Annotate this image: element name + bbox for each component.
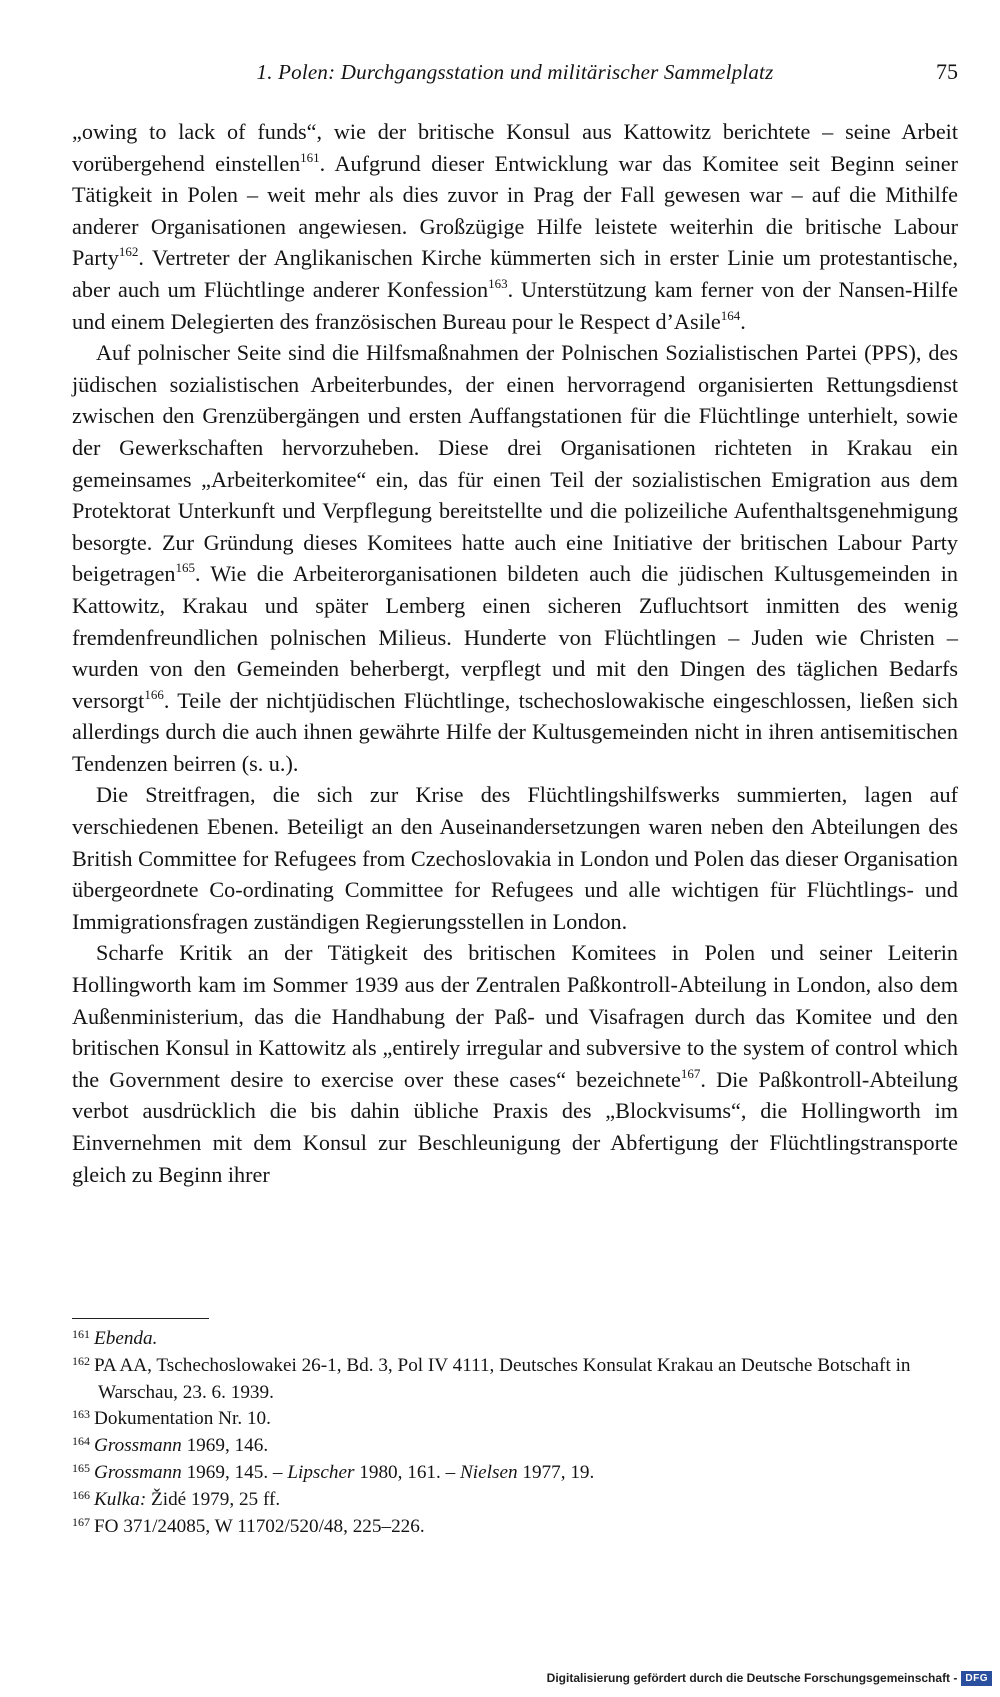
footnote-text: FO 371/24085, W 11702/520/48, 225–226. <box>94 1515 425 1537</box>
paragraph <box>72 937 958 1190</box>
footnote-reference[interactable]: 163 <box>488 275 508 291</box>
credit-text: Digitalisierung gefördert durch die Deutsche Forschungsgemeinschaft - <box>546 1671 958 1685</box>
footnote-number: 165 <box>72 1460 90 1475</box>
text-run: Die Streitfragen, die sich zur Krise des Flüchtlingshilfswerks summierten, lagen auf verschiedenen Ebenen. Beteiligt an den Auseinandersetzungen waren neben den Abteilungen des British Committee for Refugees from Czechoslovakia in London und Polen das dieser Organisation übergeordnete Co-ordinating Committee for Refugees und alle wichtigen für Flüchtlings- und Immigrationsfragen zuständigen Regierungsstellen in London. <box>72 782 958 934</box>
footnote-number: 163 <box>72 1407 90 1422</box>
footnotes <box>72 1326 958 1540</box>
footnote-divider <box>72 1318 209 1319</box>
digitization-credit <box>547 1667 992 1689</box>
footnote-reference[interactable]: 165 <box>175 560 195 576</box>
paragraph <box>72 337 958 779</box>
main-text <box>72 116 958 1190</box>
text-run: . Teile der nichtjüdischen Flüchtlinge, tschechoslowakische eingeschlossen, ließen sich allerdings durch die auch ihnen gewährte Hilfe der Kultusgemeinden nicht in ihren antisemitischen Tendenzen beirren (s. u.). <box>72 687 958 776</box>
footnote-text: 1969, 145. – <box>181 1461 288 1483</box>
text-run: Auf polnischer Seite sind die Hilfsmaßnahmen der Polnischen Sozialistischen Partei (PPS), des jüdischen sozialistischen Arbeiterbundes, der einen hervorragend organisierten Rettungsdienst zwischen den Grenzübergängen und ersten Auffangstationen für die Flüchtlinge unterhielt, sowie der Gewerkschaften hervorzuheben. Diese drei Organisationen richteten in Krakau ein gemeinsames „Arbeiterkomitee“ ein, das für einen Teil der sozialistischen Emigration aus dem Protektorat Unterkunft und Verpflegung bereitstellte und die polizeiliche Aufenthaltsgenehmigung besorgte. Zur Gründung dieses Komitees hatte auch eine Initiative der britischen Labour Party beigetragen <box>72 340 958 587</box>
citation-author: Kulka: <box>94 1488 147 1510</box>
paragraph <box>72 779 958 937</box>
citation-author: Grossmann <box>94 1435 182 1457</box>
footnote-text: 1977, 19. <box>517 1461 595 1483</box>
text-run: Scharfe Kritik an der Tätigkeit des britischen Komitees in Polen und seiner Leiterin Hollingworth kam im Sommer 1939 aus der Zentralen Paßkontroll-Abteilung in London, also dem Außenministerium, das die Handhabung der Paß- und Visafragen durch das Komitee und den britischen Konsul in Kattowitz als „entirely irregular and subversive to the system of control which the Government desire to exercise over these cases“ bezeichnete <box>72 940 958 1092</box>
footnote <box>72 1487 958 1514</box>
text-run: . <box>740 308 746 334</box>
citation-author: Nielsen <box>460 1461 518 1483</box>
footnote-text: Dokumentation Nr. 10. <box>94 1408 271 1430</box>
running-head: 1. Polen: Durchgangsstation und militärischer Sammelplatz <box>256 60 774 84</box>
citation-author: Grossmann <box>94 1461 182 1483</box>
footnote-text: 1969, 146. <box>181 1435 269 1457</box>
footnote <box>72 1514 958 1541</box>
paragraph <box>72 116 958 337</box>
footnote <box>72 1460 958 1487</box>
footnote-reference[interactable]: 162 <box>118 244 139 260</box>
page-header <box>72 52 958 92</box>
footnote <box>72 1433 958 1460</box>
text-run: . Vertreter der Anglikanischen Kirche kümmerten sich in erster Linie um protestantische, aber auch um Flüchtlinge anderer Konfession <box>72 245 958 302</box>
footnote-text: PA AA, Tschechoslowakei 26-1, Bd. 3, Pol IV 4111, Deutsches Konsulat Krakau an Deutsche Botschaft in Warschau, 23. 6. 1939. <box>94 1354 911 1403</box>
footnote-reference[interactable]: 161 <box>300 149 320 165</box>
footnote <box>72 1353 958 1407</box>
citation-author: Ebenda. <box>94 1328 158 1349</box>
footnote-reference[interactable]: 166 <box>144 686 164 702</box>
text-run: „owing to lack of funds“, wie der britische Konsul aus Kattowitz berichtete – seine Arbeit vorübergehend einstellen <box>72 119 958 176</box>
text-run: . Die Paßkontroll-Abteilung verbot ausdrücklich die bis dahin übliche Praxis des „Blockvisums“, die Hollingworth im Einvernehmen mit dem Konsul zur Beschleunigung der Abfertigung der Flüchtlingstransporte gleich zu Beginn ihrer <box>72 1066 958 1187</box>
page-number: 75 <box>936 59 958 84</box>
footnote-number: 166 <box>72 1487 90 1502</box>
footnote-reference[interactable]: 167 <box>680 1065 701 1081</box>
dfg-logo-icon: DFG <box>961 1671 992 1686</box>
footnote-reference[interactable]: 164 <box>720 307 741 323</box>
footnote-number: 162 <box>72 1353 90 1368</box>
text-run: . Wie die Arbeiterorganisationen bildeten auch die jüdischen Kultusgemeinden in Kattowitz, Krakau und später Lemberg einen sicheren Zufluchtsort inmitten des wenig fremdenfreundlichen polnischen Milieus. Hunderte von Flüchtlingen – Juden wie Christen – wurden von den Gemeinden beherbergt, verpflegt und mit den Dingen des täglichen Bedarfs versorgt <box>72 561 958 713</box>
footnote <box>72 1326 958 1353</box>
text-run: . Unterstützung kam ferner von der Nansen-Hilfe und einem Delegierten des französischen Bureau pour le Respect d’Asile <box>72 276 958 334</box>
text-run: . Aufgrund dieser Entwicklung war das Komitee seit Beginn seiner Tätigkeit in Polen – weit mehr als dies zuvor in Prag der Fall gewesen war – auf die Mithilfe anderer Organisationen angewiesen. Großzügige Hilfe leistete weiterhin die britische Labour Party <box>72 150 958 271</box>
footnote-text: 1980, 161. – <box>354 1461 460 1483</box>
footnote <box>72 1406 958 1433</box>
footnote-text: Židé 1979, 25 ff. <box>146 1488 281 1510</box>
footnote-number: 161 <box>72 1327 90 1341</box>
footnote-number: 167 <box>72 1514 90 1529</box>
citation-author: Lipscher <box>287 1461 355 1483</box>
footnote-number: 164 <box>72 1434 90 1449</box>
